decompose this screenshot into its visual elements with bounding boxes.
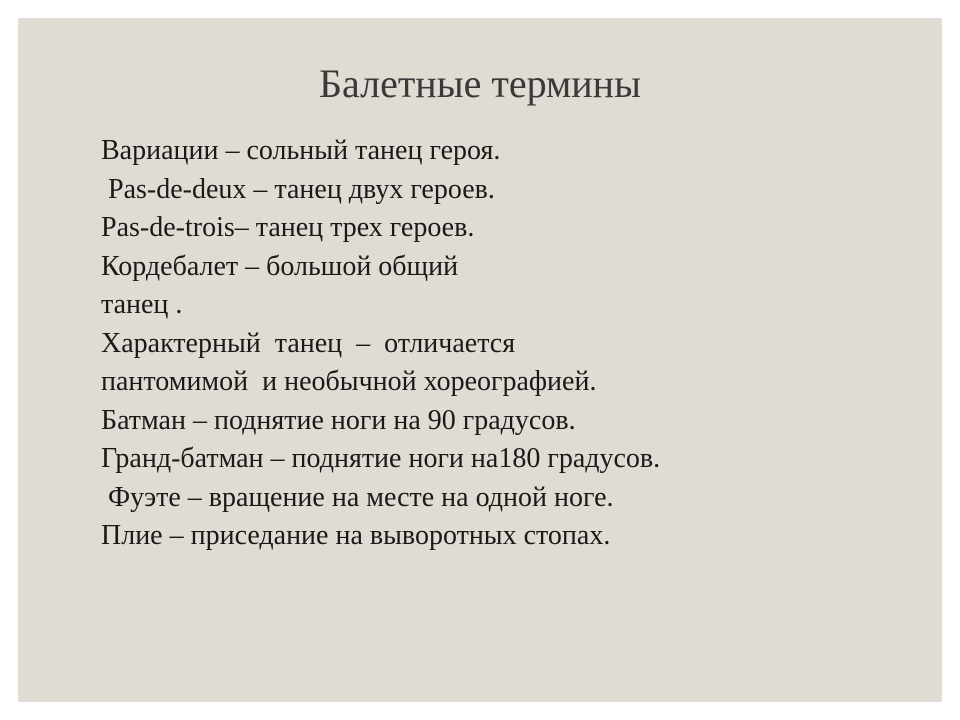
slide — [18, 18, 942, 702]
body-line: Кордебалет – большой общий — [101, 250, 459, 282]
body-line: пантомимой и необычной хореографией. — [101, 366, 597, 397]
body-line: Гранд-батман – поднятие ноги на180 градусов. — [101, 443, 661, 474]
body-line: Вариации – сольный танец героя. — [101, 135, 501, 166]
body-line: Pas-de-trois– танец трех героев. — [101, 212, 475, 243]
body-line: Характерный танец – отличается — [101, 327, 516, 359]
body-line: Плие – приседание на выворотных стопах. — [101, 520, 611, 551]
slide-title: Балетные термины — [319, 61, 641, 106]
slide-body — [101, 132, 921, 556]
body-line: танец . — [101, 289, 183, 320]
body-line: Pas-de-deux – танец двух героев. — [101, 173, 495, 205]
body-line: Батман – поднятие ноги на 90 градусов. — [101, 404, 576, 436]
body-line: Фуэте – вращение на месте на одной ноге. — [101, 481, 614, 513]
